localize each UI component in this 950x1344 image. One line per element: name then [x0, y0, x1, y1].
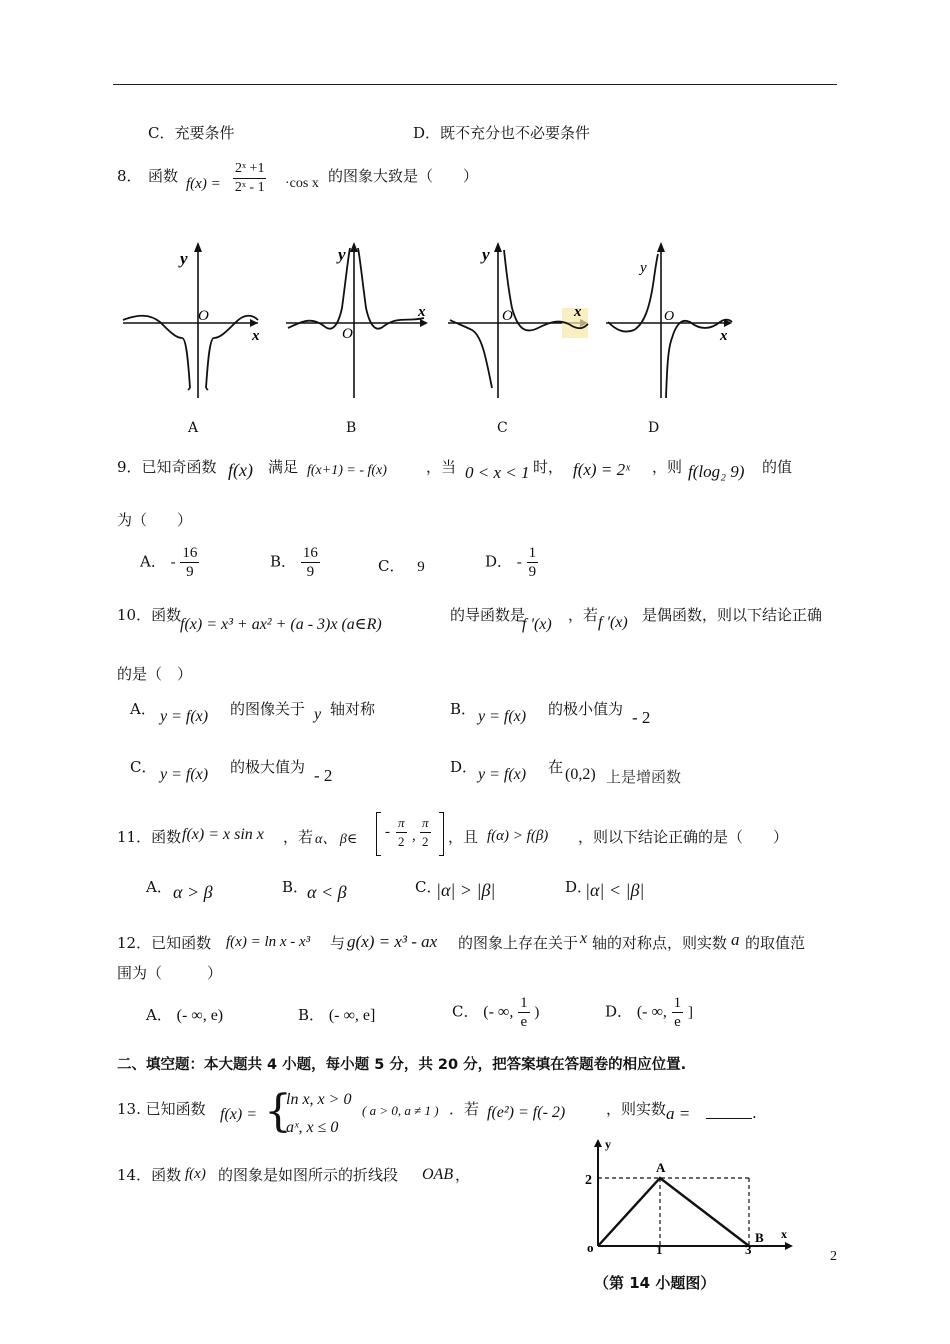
- graph-c: [448, 242, 588, 398]
- section-2-heading: 二、填空题：本大题共 4 小题，每小题 5 分，共 20 分，把答案填在答题卷的相应位置.: [117, 1057, 687, 1073]
- header-rule: [113, 84, 837, 85]
- q10-a-tail: 轴对称: [330, 700, 376, 718]
- q9-option-d-den: 9: [528, 564, 537, 580]
- graph-b-x-label: x: [418, 304, 426, 320]
- q12-a: a: [731, 930, 740, 949]
- q8-lhs: f(x) =: [186, 176, 221, 192]
- q12-d-value: (- ∞,: [636, 1003, 667, 1021]
- q8-graphs: [118, 238, 740, 406]
- graph-c-origin: O: [502, 308, 513, 324]
- q11-two2: 2: [422, 834, 429, 849]
- graph-a-origin: O: [198, 308, 209, 324]
- q14-f: f(x): [185, 1166, 206, 1182]
- graph-b-y-label: y: [338, 245, 346, 264]
- q10-c-expr: y = f(x): [160, 766, 209, 783]
- q11-b-label: B．: [282, 878, 309, 896]
- q12-b-option: [298, 1004, 375, 1025]
- q14-tick-3: 3: [745, 1242, 752, 1254]
- q13-case2: aˣ, x ≤ 0: [286, 1119, 339, 1136]
- q14-number: 14．函数: [117, 1166, 182, 1184]
- graph-c-y-label: y: [482, 245, 490, 264]
- q13-brace: {: [264, 1086, 292, 1137]
- q11-c-label: C．: [415, 878, 442, 896]
- q10-number: 10．函数: [117, 606, 182, 624]
- q13-t2: ，则实数: [606, 1100, 667, 1118]
- q11-number: 11．函数: [117, 828, 182, 846]
- q10-fp: f ′(x): [522, 616, 552, 633]
- q9-option-b: [270, 544, 320, 581]
- q10-t2: ，若: [568, 606, 599, 624]
- q10-t3: 是偶函数，则以下结论正确: [642, 606, 823, 624]
- q11-c: |α| > |β|: [436, 880, 496, 900]
- q14-point-b: B: [755, 1230, 764, 1245]
- q10-expr: f(x) = x³ + ax² + (a - 3)x (a∈R): [180, 616, 382, 633]
- q11-left-bracket: [376, 812, 381, 856]
- q12-d-label: D．: [605, 1002, 633, 1021]
- q12-t2: 的图象上存在关于: [458, 934, 579, 952]
- graph-d: [606, 242, 732, 398]
- q9-option-c-value: 9: [417, 559, 425, 575]
- graph-d-origin: O: [664, 309, 675, 324]
- q11-ineq: f(α) > f(β): [487, 828, 549, 844]
- q10-a-label: A．: [130, 700, 156, 718]
- q7-option-c: C．充要条件: [148, 124, 235, 142]
- q10-a-expr: y = f(x): [160, 708, 209, 725]
- graph-a-x-label: x: [252, 328, 260, 344]
- graph-c-x-label: x: [574, 304, 582, 320]
- q12-d-option: [605, 994, 693, 1031]
- q13-eq: f(e²) = f(- 2): [487, 1104, 566, 1121]
- q12-a-label: A．: [146, 1006, 172, 1024]
- q11-two1: 2: [398, 834, 405, 849]
- q11-a: α > β: [173, 882, 213, 902]
- q11-right-bracket: [439, 812, 444, 856]
- q10-b-text: 的极小值为: [548, 700, 624, 718]
- q13-t1: ．若: [449, 1100, 480, 1118]
- q9-eq2: f(x) = 2ˣ: [573, 460, 630, 479]
- q10-a-y: y: [314, 706, 322, 723]
- q10-d-interval: (0,2): [565, 766, 596, 783]
- q11-t2: ，且: [448, 828, 479, 846]
- q10-fp2: f ′(x): [598, 614, 628, 631]
- q12-d-den: e: [674, 1014, 681, 1030]
- q9-option-a: [140, 544, 199, 581]
- q11-pi1: π: [396, 814, 407, 833]
- q12-c-close: ): [534, 1004, 540, 1021]
- q9-line2: 为（ ）: [117, 511, 193, 529]
- q12-b-value: (- ∞, e]: [328, 1007, 376, 1024]
- graph-label-a: A: [188, 420, 199, 436]
- q10-d-text: 在: [548, 758, 564, 776]
- q14-y-label: y: [605, 1137, 611, 1151]
- q14-origin: o: [587, 1240, 594, 1254]
- q9-option-b-num: 16: [302, 545, 318, 561]
- q14-t1: 的图象是如图所示的折线段: [218, 1166, 399, 1184]
- q9-option-a-label: A．: [140, 552, 166, 571]
- q9-option-a-den: 9: [186, 564, 194, 580]
- q12-number: 12．已知函数: [117, 934, 212, 952]
- q8-numerator: 2ˣ +1: [233, 160, 266, 179]
- q8-lead: 函数: [148, 167, 179, 185]
- q9-option-d: [485, 544, 538, 581]
- q12-line2: 围为（ ）: [117, 964, 223, 982]
- q14-tick-1: 1: [656, 1242, 663, 1254]
- q10-t1: 的导函数是: [450, 606, 526, 624]
- q9-range: 0 < x < 1: [465, 463, 530, 482]
- q11-alpha-beta: α、 β∈: [315, 832, 358, 847]
- q12-a-value: (- ∞, e): [176, 1007, 224, 1024]
- q12-g: g(x) = x³ - ax: [347, 932, 438, 951]
- q11-t1: ，若: [283, 828, 314, 846]
- q9-tail: 的值: [762, 458, 793, 476]
- graph-d-x-label: x: [720, 328, 728, 344]
- q9-cond1: 满足: [268, 458, 299, 476]
- graph-b: [286, 242, 428, 398]
- q9-eq1: f(x+1) = - f(x): [307, 463, 387, 478]
- q9-comma1: ，当: [426, 458, 457, 476]
- q13-a: a =: [666, 1104, 691, 1123]
- q10-c-text: 的极大值为: [230, 758, 306, 776]
- q14-t2: ，: [455, 1166, 471, 1184]
- q9-then: ，则: [652, 458, 683, 476]
- q13-case1: ln x, x > 0: [286, 1091, 352, 1108]
- graph-label-b: B: [346, 420, 357, 436]
- q12-c-option: [452, 994, 539, 1031]
- q10-b-expr: y = f(x): [478, 708, 527, 725]
- q12-x: x: [580, 930, 588, 947]
- q12-b-label: B．: [298, 1006, 325, 1024]
- q9-option-b-den: 9: [306, 564, 315, 580]
- graph-b-origin: O: [342, 326, 353, 342]
- q9-option-d-num: 1: [528, 545, 537, 561]
- graph-label-d: D: [648, 420, 660, 436]
- q12-c-label: C．: [452, 1002, 479, 1021]
- q14-tick-2: 2: [585, 1173, 592, 1188]
- q11-d-label: D．: [565, 878, 593, 896]
- q8-denominator: 2ˣ - 1: [234, 180, 265, 195]
- q13-number: 13. 已知函数: [117, 1100, 206, 1118]
- q8-number: 8．: [117, 167, 142, 185]
- page-number: 2: [830, 1249, 837, 1264]
- q10-line2: 的是（ ）: [117, 665, 193, 683]
- q9-option-d-label: D．: [485, 552, 513, 571]
- q9-fx: f(x): [228, 460, 253, 480]
- q12-c-num: 1: [520, 995, 528, 1011]
- q10-c-label: C．: [130, 758, 157, 776]
- q13-cond: ( a > 0, a ≠ 1 ): [362, 1103, 439, 1118]
- q12-d-num: 1: [673, 995, 682, 1011]
- q11-expr: f(x) = x sin x: [182, 826, 264, 843]
- q10-a-text: 的图像关于: [230, 700, 306, 718]
- q10-b-label: B．: [450, 700, 477, 718]
- q12-t1: 与: [330, 934, 346, 952]
- q8-fraction: [233, 160, 266, 197]
- q10-c-val: - 2: [314, 766, 333, 785]
- q9-when: 时，: [533, 458, 564, 476]
- q9-option-c: [378, 555, 425, 576]
- q11-a-label: A．: [146, 878, 172, 896]
- q8-cos: ·cos x: [285, 176, 319, 191]
- q13-f: f(x) =: [220, 1106, 257, 1123]
- q9-option-c-label: C．: [378, 557, 405, 575]
- q14-x-label: x: [781, 1227, 787, 1241]
- q11-interval: - $\frac{\pi}{2}$ , $\frac{\pi}{2}$: [376, 812, 444, 856]
- q9-number: 9．已知奇函数: [117, 458, 217, 476]
- q11-minus: -: [385, 824, 390, 840]
- q9-option-b-label: B．: [270, 552, 297, 571]
- q10-d-label: D．: [450, 758, 478, 776]
- q12-t4: 的取值范: [745, 934, 806, 952]
- q7-option-d: D．既不充分也不必要条件: [413, 124, 591, 142]
- q14-caption: （第 14 小题图）: [594, 1274, 716, 1292]
- q10-d-tail: 上是增函数: [606, 768, 682, 786]
- graph-d-y-label: y: [640, 260, 647, 276]
- q12-a-option: [146, 1004, 223, 1025]
- q12-d-close: ]: [687, 1004, 693, 1021]
- q14-seg: OAB: [422, 1166, 454, 1183]
- q14-figure: [565, 1134, 800, 1254]
- graph-a: [123, 242, 260, 398]
- q9-query: f(log₂ 9): [688, 462, 745, 481]
- q13-end: .: [752, 1104, 757, 1122]
- q11-b: α < β: [307, 882, 347, 902]
- q13-answer-blank[interactable]: [706, 1118, 752, 1119]
- q9-option-d-sign: -: [516, 554, 522, 571]
- q11-d: |α| < |β|: [585, 880, 645, 900]
- q12-c-value: (- ∞,: [483, 1003, 514, 1021]
- q8-tail: 的图象大致是（ ）: [328, 167, 479, 185]
- q12-t3: 轴的对称点，则实数: [592, 934, 728, 952]
- q10-d-expr: y = f(x): [478, 766, 527, 783]
- q14-point-a: A: [656, 1160, 666, 1175]
- q12-f: f(x) = ln x - x³: [226, 934, 311, 950]
- q12-c-den: e: [520, 1014, 528, 1030]
- q11-pi2: π: [420, 814, 431, 833]
- q9-option-a-num: 16: [182, 545, 198, 561]
- q9-option-a-sign: -: [170, 554, 176, 571]
- graph-a-y-label: y: [180, 249, 188, 268]
- graph-label-c: C: [497, 420, 508, 436]
- q11-t3: ，则以下结论正确的是（ ）: [578, 828, 789, 846]
- q10-b-val: - 2: [632, 708, 651, 727]
